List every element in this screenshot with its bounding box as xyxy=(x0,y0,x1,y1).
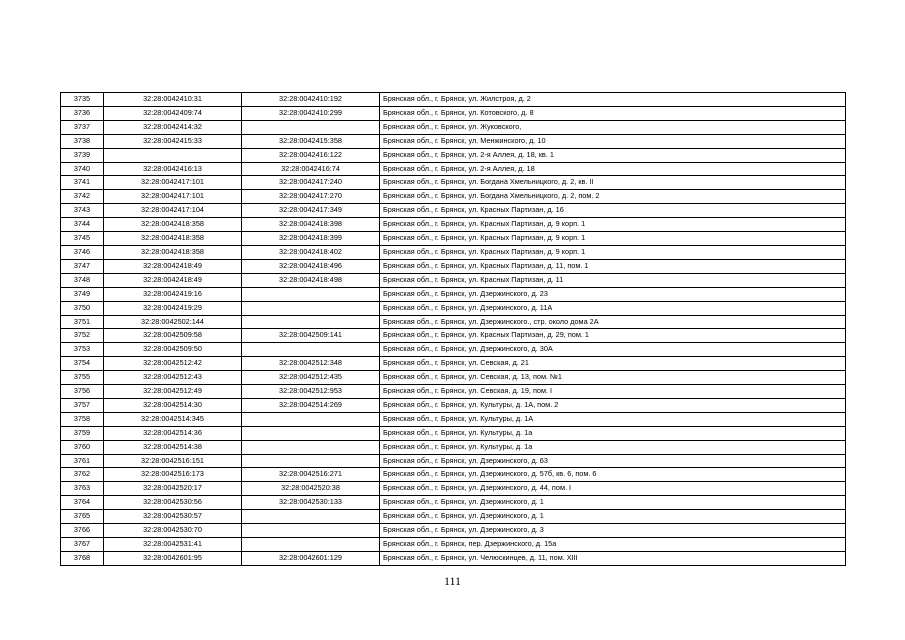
table-row xyxy=(61,412,846,426)
object-number-cell: 32:28:0042416:122 xyxy=(242,148,380,162)
address-cell: Брянская обл., г. Брянск, ул. Дзержинского, д. 57б, кв. 6, пом. 6 xyxy=(380,468,846,482)
table-row xyxy=(61,120,846,134)
parcel-number-cell: 32:28:0042418:358 xyxy=(104,218,242,232)
address-cell: Брянская обл., г. Брянск, ул. 2-я Аллея, д. 18 xyxy=(380,162,846,176)
address-cell: Брянская обл., г. Брянск, ул. Дзержинского., стр. около дома 2А xyxy=(380,315,846,329)
address-cell: Брянская обл., г. Брянск, ул. Культуры, д. 1А, пом. 2 xyxy=(380,398,846,412)
parcel-number-cell: 32:28:0042418:49 xyxy=(104,273,242,287)
address-cell: Брянская обл., г. Брянск, ул. Дзержинского, д. 3 xyxy=(380,524,846,538)
table-row xyxy=(61,440,846,454)
table-row xyxy=(61,176,846,190)
records-table-body xyxy=(61,93,846,566)
address-cell: Брянская обл., г. Брянск, ул. Котовского, д. 8 xyxy=(380,106,846,120)
object-number-cell: 32:28:0042514:269 xyxy=(242,398,380,412)
object-number-cell xyxy=(242,538,380,552)
parcel-number-cell: 32:28:0042417:101 xyxy=(104,176,242,190)
parcel-number-cell: 32:28:0042601:95 xyxy=(104,551,242,565)
address-cell: Брянская обл., г. Брянск, ул. Красных Партизан, д. 9 корп. 1 xyxy=(380,218,846,232)
address-cell: Брянская обл., г. Брянск, ул. Богдана Хмельницкого, д. 2, кв. II xyxy=(380,176,846,190)
row-number-cell: 3765 xyxy=(61,510,104,524)
parcel-number-cell: 32:28:0042415:33 xyxy=(104,134,242,148)
object-number-cell xyxy=(242,510,380,524)
object-number-cell xyxy=(242,412,380,426)
page-number: 111 xyxy=(443,574,462,588)
table-row xyxy=(61,273,846,287)
address-cell: Брянская обл., г. Брянск, ул. Менжинского, д. 10 xyxy=(380,134,846,148)
object-number-cell: 32:28:0042417:349 xyxy=(242,204,380,218)
row-number-cell: 3745 xyxy=(61,232,104,246)
row-number-cell: 3764 xyxy=(61,496,104,510)
address-cell: Брянская обл., г. Брянск, ул. Культуры, д. 1а xyxy=(380,426,846,440)
object-number-cell: 32:28:0042417:240 xyxy=(242,176,380,190)
row-number-cell: 3766 xyxy=(61,524,104,538)
address-cell: Брянская обл., г. Брянск, ул. Севская, д. 21 xyxy=(380,357,846,371)
table-row xyxy=(61,468,846,482)
row-number-cell: 3753 xyxy=(61,343,104,357)
parcel-number-cell: 32:28:0042419:16 xyxy=(104,287,242,301)
parcel-number-cell: 32:28:0042514:38 xyxy=(104,440,242,454)
table-row xyxy=(61,426,846,440)
records-table xyxy=(60,92,846,566)
row-number-cell: 3737 xyxy=(61,120,104,134)
parcel-number-cell: 32:28:0042409:74 xyxy=(104,106,242,120)
row-number-cell: 3768 xyxy=(61,551,104,565)
row-number-cell: 3743 xyxy=(61,204,104,218)
table-row xyxy=(61,232,846,246)
row-number-cell: 3751 xyxy=(61,315,104,329)
row-number-cell: 3755 xyxy=(61,371,104,385)
parcel-number-cell: 32:28:0042417:101 xyxy=(104,190,242,204)
table-row xyxy=(61,538,846,552)
object-number-cell: 32:28:0042418:398 xyxy=(242,218,380,232)
row-number-cell: 3748 xyxy=(61,273,104,287)
object-number-cell: 32:28:0042415:358 xyxy=(242,134,380,148)
table-row xyxy=(61,106,846,120)
object-number-cell: 32:28:0042418:399 xyxy=(242,232,380,246)
table-row xyxy=(61,134,846,148)
table-row xyxy=(61,259,846,273)
object-number-cell xyxy=(242,343,380,357)
parcel-number-cell: 32:28:0042516:151 xyxy=(104,454,242,468)
object-number-cell: 32:28:0042410:192 xyxy=(242,93,380,107)
object-number-cell: 32:28:0042601:129 xyxy=(242,551,380,565)
row-number-cell: 3738 xyxy=(61,134,104,148)
object-number-cell: 32:28:0042416:74 xyxy=(242,162,380,176)
row-number-cell: 3741 xyxy=(61,176,104,190)
object-number-cell: 32:28:0042530:133 xyxy=(242,496,380,510)
table-row xyxy=(61,482,846,496)
parcel-number-cell: 32:28:0042419:29 xyxy=(104,301,242,315)
address-cell: Брянская обл., г. Брянск, ул. Дзержинского, д. 30А xyxy=(380,343,846,357)
row-number-cell: 3758 xyxy=(61,412,104,426)
address-cell: Брянская обл., г. Брянск, ул. Дзержинского, д. 1 xyxy=(380,510,846,524)
row-number-cell: 3736 xyxy=(61,106,104,120)
table-row xyxy=(61,315,846,329)
object-number-cell: 32:28:0042418:498 xyxy=(242,273,380,287)
object-number-cell: 32:28:0042418:402 xyxy=(242,245,380,259)
address-cell: Брянская обл., г. Брянск, ул. Красных Партизан, д. 29, пом. 1 xyxy=(380,329,846,343)
parcel-number-cell: 32:28:0042530:57 xyxy=(104,510,242,524)
address-cell: Брянская обл., г. Брянск, ул. Дзержинского, д. 1 xyxy=(380,496,846,510)
address-cell: Брянская обл., г. Брянск, ул. Красных Партизан, д. 9 корп. 1 xyxy=(380,245,846,259)
object-number-cell xyxy=(242,120,380,134)
address-cell: Брянская обл., г. Брянск, ул. Дзержинского, д. 11А xyxy=(380,301,846,315)
parcel-number-cell: 32:28:0042530:70 xyxy=(104,524,242,538)
parcel-number-cell: 32:28:0042418:49 xyxy=(104,259,242,273)
table-row xyxy=(61,496,846,510)
row-number-cell: 3750 xyxy=(61,301,104,315)
table-row xyxy=(61,245,846,259)
object-number-cell xyxy=(242,524,380,538)
address-cell: Брянская обл., г. Брянск, ул. Дзержинского, д. 23 xyxy=(380,287,846,301)
row-number-cell: 3767 xyxy=(61,538,104,552)
row-number-cell: 3762 xyxy=(61,468,104,482)
row-number-cell: 3744 xyxy=(61,218,104,232)
parcel-number-cell: 32:28:0042410:31 xyxy=(104,93,242,107)
table-row xyxy=(61,371,846,385)
row-number-cell: 3752 xyxy=(61,329,104,343)
row-number-cell: 3763 xyxy=(61,482,104,496)
table-row xyxy=(61,287,846,301)
parcel-number-cell: 32:28:0042512:49 xyxy=(104,385,242,399)
parcel-number-cell: 32:28:0042530:56 xyxy=(104,496,242,510)
address-cell: Брянская обл., г. Брянск, ул. Культуры, д. 1А xyxy=(380,412,846,426)
address-cell: Брянская обл., г. Брянск, ул. Красных Партизан, д. 11, пом. 1 xyxy=(380,259,846,273)
row-number-cell: 3760 xyxy=(61,440,104,454)
row-number-cell: 3759 xyxy=(61,426,104,440)
table-row xyxy=(61,454,846,468)
row-number-cell: 3742 xyxy=(61,190,104,204)
object-number-cell: 32:28:0042516:271 xyxy=(242,468,380,482)
parcel-number-cell: 32:28:0042531:41 xyxy=(104,538,242,552)
object-number-cell: 32:28:0042520:38 xyxy=(242,482,380,496)
parcel-number-cell: 32:28:0042514:345 xyxy=(104,412,242,426)
row-number-cell: 3735 xyxy=(61,93,104,107)
object-number-cell xyxy=(242,440,380,454)
object-number-cell: 32:28:0042512:348 xyxy=(242,357,380,371)
row-number-cell: 3754 xyxy=(61,357,104,371)
table-row xyxy=(61,204,846,218)
parcel-number-cell: 32:28:0042520:17 xyxy=(104,482,242,496)
row-number-cell: 3761 xyxy=(61,454,104,468)
object-number-cell: 32:28:0042512:435 xyxy=(242,371,380,385)
object-number-cell xyxy=(242,315,380,329)
row-number-cell: 3746 xyxy=(61,245,104,259)
address-cell: Брянская обл., г. Брянск, ул. 2-я Аллея, д. 18, кв. 1 xyxy=(380,148,846,162)
parcel-number-cell: 32:28:0042516:173 xyxy=(104,468,242,482)
address-cell: Брянская обл., г. Брянск, ул. Красных Партизан, д. 9 корп. 1 xyxy=(380,232,846,246)
address-cell: Брянская обл., г. Брянск, пер. Дзержинского, д. 15а xyxy=(380,538,846,552)
address-cell: Брянская обл., г. Брянск, ул. Красных Партизан, д. 16 xyxy=(380,204,846,218)
row-number-cell: 3749 xyxy=(61,287,104,301)
parcel-number-cell: 32:28:0042512:42 xyxy=(104,357,242,371)
table-row xyxy=(61,357,846,371)
parcel-number-cell: 32:28:0042418:358 xyxy=(104,245,242,259)
object-number-cell: 32:28:0042512:953 xyxy=(242,385,380,399)
table-row xyxy=(61,162,846,176)
parcel-number-cell: 32:28:0042416:13 xyxy=(104,162,242,176)
object-number-cell: 32:28:0042418:496 xyxy=(242,259,380,273)
object-number-cell: 32:28:0042410:299 xyxy=(242,106,380,120)
object-number-cell xyxy=(242,454,380,468)
row-number-cell: 3756 xyxy=(61,385,104,399)
address-cell: Брянская обл., г. Брянск, ул. Жилстроя, д. 2 xyxy=(380,93,846,107)
address-cell: Брянская обл., г. Брянск, ул. Жуковского, xyxy=(380,120,846,134)
table-row xyxy=(61,343,846,357)
table-row xyxy=(61,218,846,232)
address-cell: Брянская обл., г. Брянск, ул. Красных Партизан, д. 11 xyxy=(380,273,846,287)
address-cell: Брянская обл., г. Брянск, ул. Культуры, д. 1а xyxy=(380,440,846,454)
parcel-number-cell: 32:28:0042418:358 xyxy=(104,232,242,246)
table-row xyxy=(61,398,846,412)
address-cell: Брянская обл., г. Брянск, ул. Богдана Хмельницкого, д. 2, пом. 2 xyxy=(380,190,846,204)
parcel-number-cell xyxy=(104,148,242,162)
object-number-cell xyxy=(242,426,380,440)
table-row xyxy=(61,385,846,399)
object-number-cell: 32:28:0042509:141 xyxy=(242,329,380,343)
object-number-cell xyxy=(242,301,380,315)
object-number-cell xyxy=(242,287,380,301)
table-row xyxy=(61,148,846,162)
table-row xyxy=(61,551,846,565)
row-number-cell: 3747 xyxy=(61,259,104,273)
table-row xyxy=(61,93,846,107)
table-row xyxy=(61,190,846,204)
address-cell: Брянская обл., г. Брянск, ул. Челюскинцев, д. 11, пом. XIII xyxy=(380,551,846,565)
parcel-number-cell: 32:28:0042502:144 xyxy=(104,315,242,329)
object-number-cell: 32:28:0042417:270 xyxy=(242,190,380,204)
parcel-number-cell: 32:28:0042509:50 xyxy=(104,343,242,357)
address-cell: Брянская обл., г. Брянск, ул. Севская, д. 19, пом. I xyxy=(380,385,846,399)
address-cell: Брянская обл., г. Брянск, ул. Севская, д. 13, пом. №1 xyxy=(380,371,846,385)
parcel-number-cell: 32:28:0042414:32 xyxy=(104,120,242,134)
table-row xyxy=(61,524,846,538)
parcel-number-cell: 32:28:0042514:30 xyxy=(104,398,242,412)
parcel-number-cell: 32:28:0042512:43 xyxy=(104,371,242,385)
row-number-cell: 3740 xyxy=(61,162,104,176)
row-number-cell: 3739 xyxy=(61,148,104,162)
table-row xyxy=(61,329,846,343)
table-row xyxy=(61,301,846,315)
parcel-number-cell: 32:28:0042417:104 xyxy=(104,204,242,218)
address-cell: Брянская обл., г. Брянск, ул. Дзержинского, д. 63 xyxy=(380,454,846,468)
parcel-number-cell: 32:28:0042509:58 xyxy=(104,329,242,343)
parcel-number-cell: 32:28:0042514:36 xyxy=(104,426,242,440)
address-cell: Брянская обл., г. Брянск, ул. Дзержинского, д. 44, пом. I xyxy=(380,482,846,496)
row-number-cell: 3757 xyxy=(61,398,104,412)
table-row xyxy=(61,510,846,524)
